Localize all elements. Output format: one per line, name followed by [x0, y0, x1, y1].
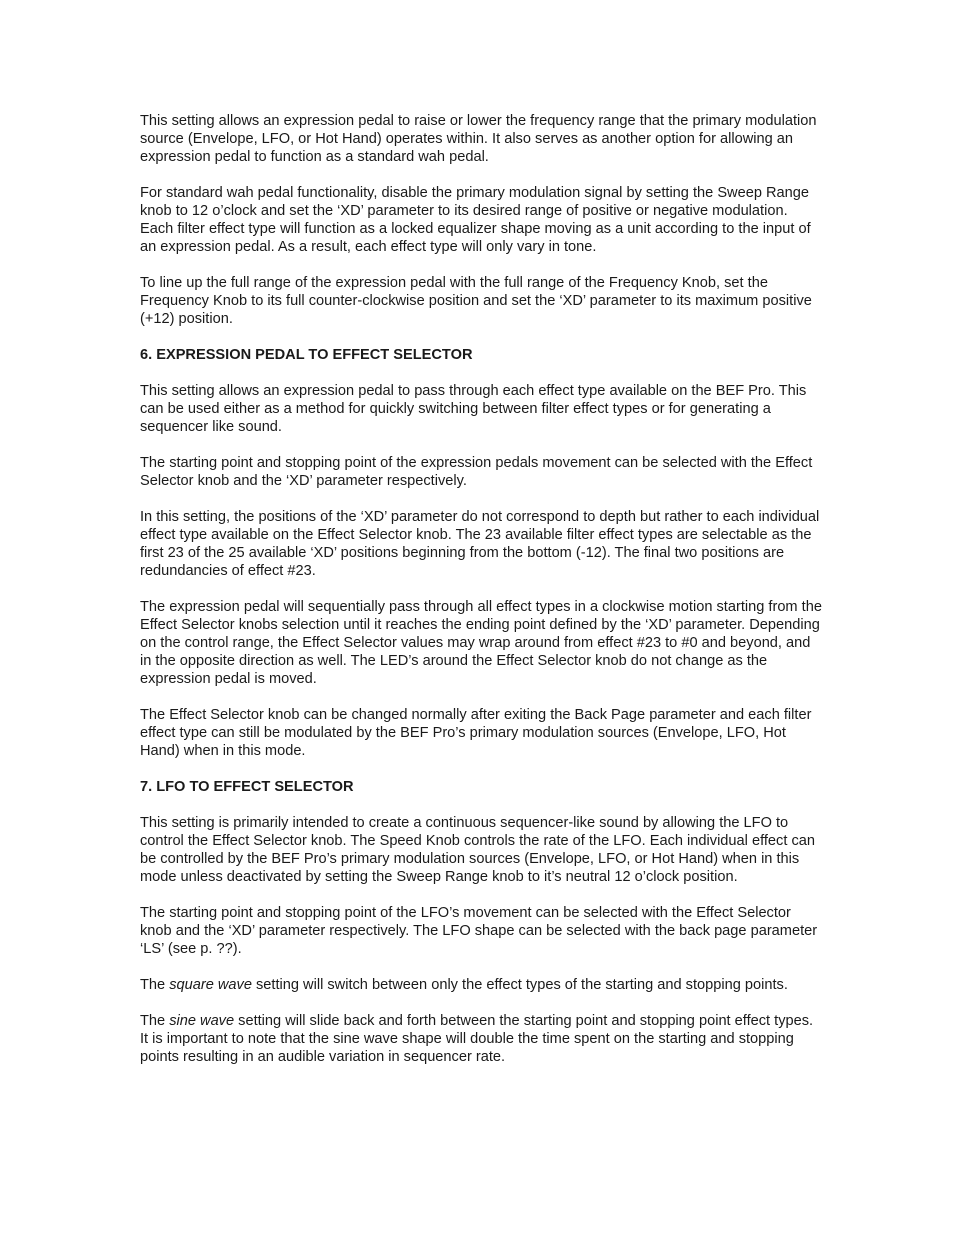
section-7-paragraph-3	[140, 976, 822, 994]
section-6-heading: 6. EXPRESSION PEDAL TO EFFECT SELECTOR	[140, 347, 473, 363]
section-6-paragraph-1: This setting allows an expression pedal to pass through each effect type available on the BEF Pro. This can be used either as a method for quickly switching between filter effect types or for generating a sequencer like sound.	[140, 383, 807, 435]
section-7-p4-rest: setting will slide back and forth between the starting point and stopping point effect types. It is important to note that the sine wave shape will double the time spent on the starting and stopping points resulting in an audible variation in sequencer rate.	[140, 1013, 814, 1065]
document-page	[140, 112, 822, 1084]
section-6-paragraph-2: The starting point and stopping point of the expression pedals movement can be selected with the Effect Selector knob and the ‘XD’ parameter respectively.	[140, 455, 813, 489]
intro-paragraph-3: To line up the full range of the expression pedal with the full range of the Frequency Knob, set the Frequency Knob to its full counter-clockwise position and set the ‘XD’ parameter to its maximum positive (+12) position.	[140, 275, 812, 327]
section-6-paragraph-3: In this setting, the positions of the ‘XD’ parameter do not correspond to depth but rather to each individual effect type available on the Effect Selector knob. The 23 available filter effect types are selectable as the first 23 of the 25 available ‘XD’ positions beginning from the bottom (-12). The final two positions are redundancies of effect #23.	[140, 509, 820, 579]
section-7-p4-prefix: The	[140, 1013, 170, 1029]
section-7-p3-rest: setting will switch between only the effect types of the starting and stopping points.	[251, 977, 788, 993]
section-7-p3-prefix: The	[140, 977, 170, 993]
section-7-paragraph-2: The starting point and stopping point of the LFO’s movement can be selected with the Effect Selector knob and the ‘XD’ parameter respectively. The LFO shape can be selected with the back page parameter ‘LS’ (see p. ??).	[140, 905, 818, 957]
section-6-paragraph-4: The expression pedal will sequentially pass through all effect types in a clockwise motion starting from the Effect Selector knobs selection until it reaches the ending point defined by the ‘XD’ parameter. Depending on the control range, the Effect Selector values may wrap around from effect #23 to #0 and beyond, and in the opposite direction as well. The LED’s around the Effect Selector knob do not change as the expression pedal is moved.	[140, 599, 822, 687]
intro-paragraph-2: For standard wah pedal functionality, disable the primary modulation signal by setting the Sweep Range knob to 12 o’clock and set the ‘XD’ parameter to its desired range of positive or negative modulation. Each filter effect type will function as a locked equalizer shape moving as a unit according to the input of an expression pedal. As a result, each effect type will only vary in tone.	[140, 185, 811, 255]
square-wave-term: square wave	[169, 977, 252, 993]
intro-paragraph-1: This setting allows an expression pedal to raise or lower the frequency range that the primary modulation source (Envelope, LFO, or Hot Hand) operates within. It also serves as another option for allowing an expression pedal to function as a standard wah pedal.	[140, 113, 817, 165]
section-6-paragraph-5: The Effect Selector knob can be changed normally after exiting the Back Page parameter and each filter effect type can still be modulated by the BEF Pro’s primary modulation sources (Envelope, LFO, Hot Hand) when in this mode.	[140, 707, 812, 759]
section-7-paragraph-1: This setting is primarily intended to create a continuous sequencer-like sound by allowing the LFO to control the Effect Selector knob. The Speed Knob controls the rate of the LFO. Each individual effect can be controlled by the BEF Pro’s primary modulation sources (Envelope, LFO, or Hot Hand) when in this mode unless deactivated by setting the Sweep Range knob to it’s neutral 12 o’clock position.	[140, 815, 815, 885]
section-7-paragraph-4	[140, 1012, 822, 1066]
sine-wave-term: sine wave	[169, 1013, 235, 1029]
section-7-heading: 7. LFO TO EFFECT SELECTOR	[140, 779, 354, 795]
